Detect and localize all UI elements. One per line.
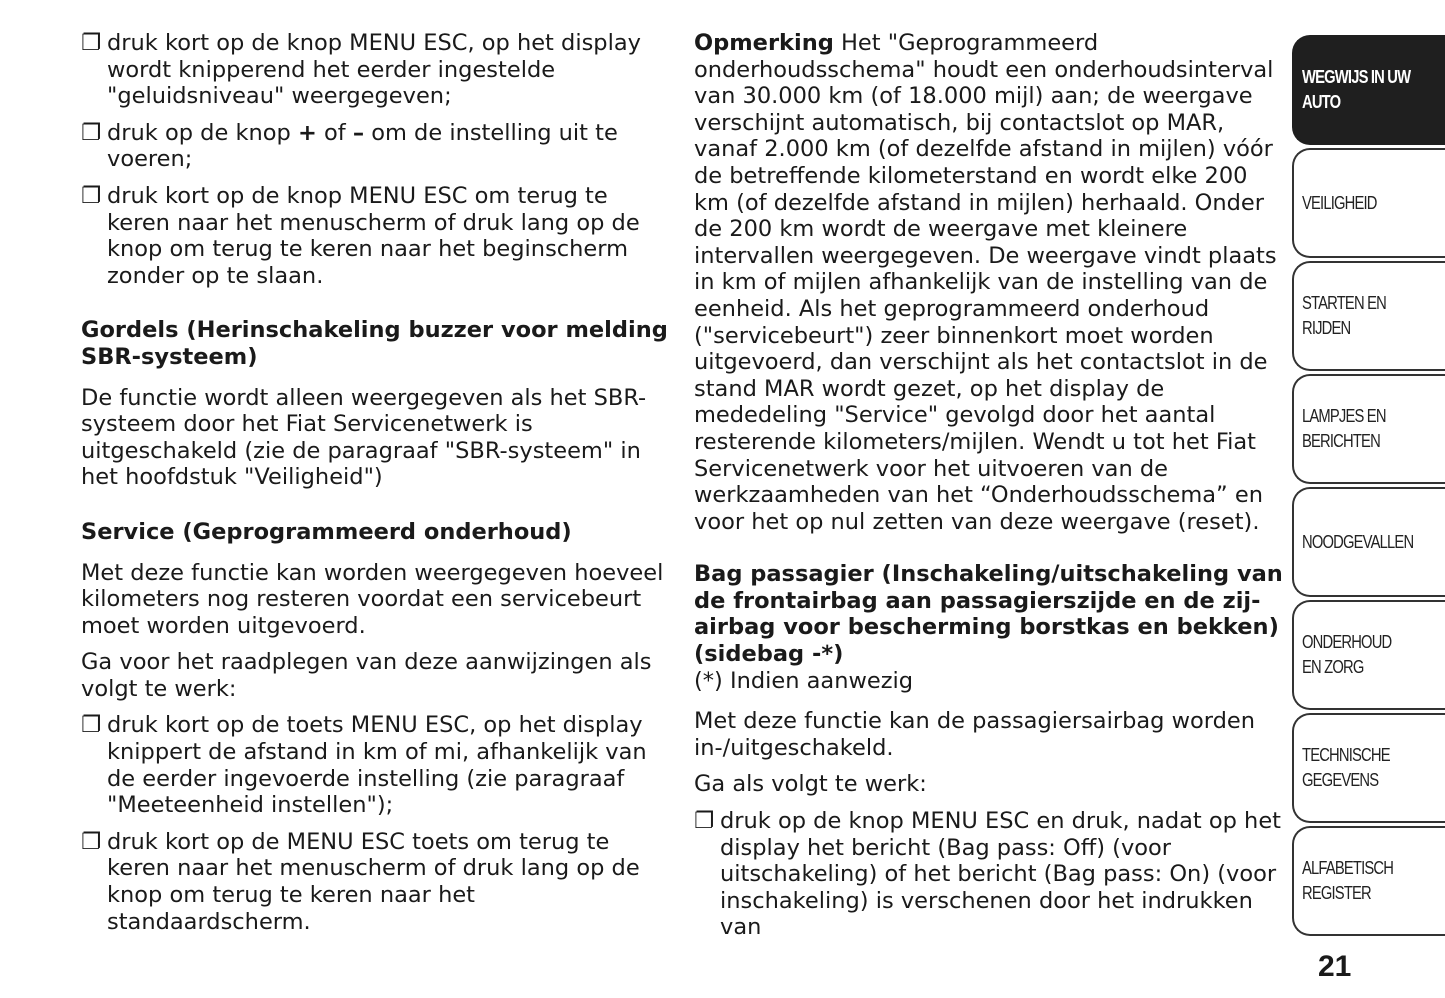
list-item [81,829,671,935]
opmerking-label: Opmerking [694,30,834,56]
list-item [81,120,671,173]
checkbox-bullet-icon: ❐ [81,30,102,56]
checkbox-bullet-icon: ❐ [81,712,102,739]
minus-symbol: – [352,119,365,146]
checkbox-bullet-icon: ❐ [81,828,102,855]
list-item-text: druk op de knop MENU ESC en druk, nadat op het display het bericht (Bag pass: Off) (voor uitschakeling) of het bericht (Bag pass: On) (voor inschakeling) is verschenen door het indrukken van [720,808,1281,941]
tab-lampjes-en-berichten[interactable]: LAMPJES EN BERICHTEN [1292,374,1445,484]
checkbox-bullet-icon: ❐ [81,119,102,146]
list-item [81,183,671,289]
tab-technische-gegevens[interactable]: TECHNISCHE GEGEVENS [1292,713,1445,823]
left-column [81,30,671,945]
list-item [694,808,1284,941]
list-item-text: druk kort op de knop MENU ESC, op het display wordt knipperend het eerder ingestelde "geluidsniveau" weergegeven; [107,30,641,110]
page-number: 21 [1318,950,1352,983]
bag-paragraph: Met deze functie kan de passagiersairbag worden in-/uitgeschakeld. [694,708,1256,761]
tab-wegwijs-in-uw-auto[interactable]: WEGWIJS IN UW AUTO [1292,35,1445,145]
tab-noodgevallen[interactable]: NOODGEVALLEN [1292,487,1445,597]
section-heading-gordels: Gordels (Herinschakeling buzzer voor melding SBR-systeem) [81,317,668,370]
list-item-text-before: druk op de knop [107,119,298,146]
list-item-text: druk kort op de toets MENU ESC, op het display knippert de afstand in km of mi, afhankelijk van de eerder ingevoerde instelling (zie paragraaf "Meeteenheid instellen"); [107,712,647,819]
right-column [694,30,1284,951]
section-heading-service: Service (Geprogrammeerd onderhoud) [81,518,572,545]
gordels-paragraph: De functie wordt alleen weergegeven als het SBR-systeem door het Fiat Servicenetwerk is uitgeschakeld (zie de paragraaf "SBR-systeem" in het hoofdstuk "Veiligheid") [81,384,647,491]
list-item [81,712,671,818]
section-heading-bag-passagier: Bag passagier (Inschakeling/uitschakeling van de frontairbag aan passagierszijde en de zij-airbag voor bescherming borstkas en bekken) (sidebag -*) [694,561,1283,668]
tab-starten-en-rijden[interactable]: STARTEN EN RIJDEN [1292,261,1445,371]
plus-symbol: + [297,119,317,146]
tab-alfabetisch-register[interactable]: ALFABETISCH REGISTER [1292,826,1445,936]
list-item-text: druk kort op de MENU ESC toets om terug te keren naar het menuscherm of druk lang op de knop om terug te keren naar het standaardscherm. [107,828,640,935]
checkbox-bullet-icon: ❐ [81,182,102,209]
checkbox-bullet-icon: ❐ [694,808,715,835]
opmerking-text: Het "Geprogrammeerd onderhoudsschema" houdt een onderhoudsinterval van 30.000 km (of 18.000 mijl) aan; de weergave verschijnt automatisch, bij contactslot op MAR, vanaf 2.000 km (of dezelfde afstand in mijlen) vóór de betreffende kilometerstand en wordt elke 200 km (of dezelfde afstand in mijlen) herhaald. Onder de 200 km wordt de weergave met kleinere intervallen weergegeven. De weergave vindt plaats in km of mijlen afhankelijk van de instelling van de eenheid. Als het geprogrammeerd onderhoud ("servicebeurt") zeer binnenkort moet worden uitgevoerd, dan verschijnt als het contactslot in de stand MAR wordt gezet, op het display de mededeling "Service" gevolgd door het aantal resterende kilometers/mijlen. Wendt u tot het Fiat Servicenetwerk voor het uitvoeren van de werkzaamheden van het “Onderhoudsschema” en voor het op nul zetten van deze weergave (reset). [694,30,1277,535]
list-item-text: druk kort op de knop MENU ESC om terug te keren naar het menuscherm of druk lang op de knop om terug te keren naar het beginscherm zonder op te slaan. [107,182,640,289]
service-instructions-intro: Ga voor het raadplegen van deze aanwijzingen als volgt te werk: [81,649,652,702]
footnote-note: (*) Indien aanwezig [694,667,914,694]
list-item-text-middle: of [316,119,353,146]
service-paragraph: Met deze functie kan worden weergegeven hoeveel kilometers nog resteren voordat een servicebeurt moet worden uitgevoerd. [81,559,664,639]
list-item [81,30,671,110]
opmerking-paragraph [694,30,1284,535]
bag-instructions-intro: Ga als volgt te werk: [694,771,927,798]
list-item-text-after: om de instelling uit te voeren; [107,119,618,173]
tab-veiligheid[interactable]: VEILIGHEID [1292,148,1445,258]
tab-onderhoud-en-zorg[interactable]: ONDERHOUD EN ZORG [1292,600,1445,710]
